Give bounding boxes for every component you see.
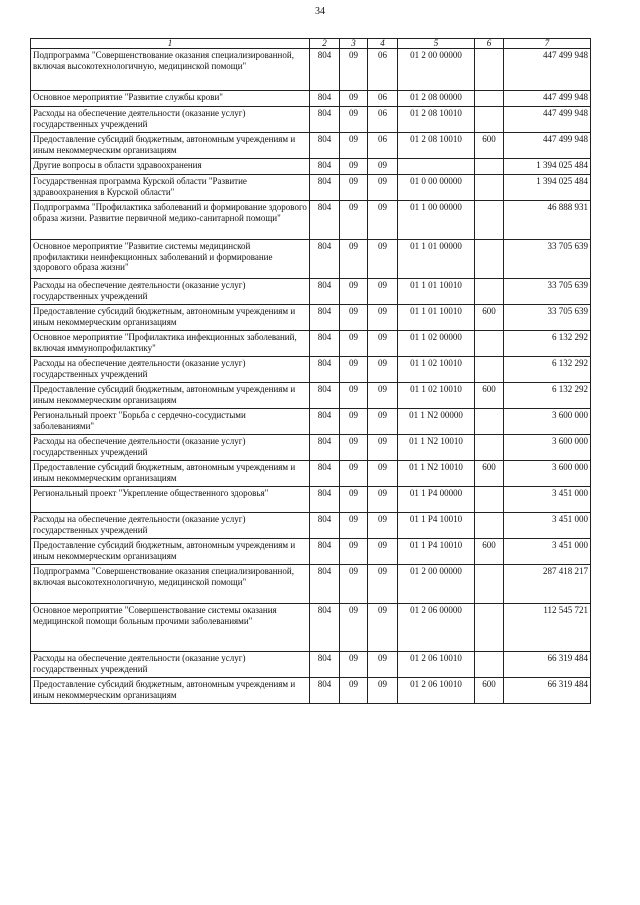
row-ministry-code: 804 [310, 487, 340, 513]
row-target-article: 01 2 08 10010 [398, 133, 475, 159]
row-section-code: 09 [340, 133, 368, 159]
row-name: Региональный проект "Борьба с сердечно-сосудистыми заболеваниями" [31, 409, 310, 435]
row-subsection-code: 06 [368, 91, 398, 107]
row-subsection-code: 09 [368, 159, 398, 175]
row-expense-type [475, 652, 504, 678]
row-expense-type [475, 604, 504, 652]
row-subsection-code: 09 [368, 201, 398, 240]
row-ministry-code: 804 [310, 133, 340, 159]
row-expense-type [475, 175, 504, 201]
row-ministry-code: 804 [310, 461, 340, 487]
row-amount: 6 132 292 [504, 383, 591, 409]
row-expense-type [475, 565, 504, 604]
row-subsection-code: 06 [368, 107, 398, 133]
row-target-article: 01 1 P4 10010 [398, 513, 475, 539]
row-subsection-code: 06 [368, 49, 398, 91]
row-target-article: 01 1 N2 10010 [398, 461, 475, 487]
row-target-article: 01 2 00 00000 [398, 49, 475, 91]
row-subsection-code: 06 [368, 133, 398, 159]
row-subsection-code: 09 [368, 487, 398, 513]
row-amount: 447 499 948 [504, 91, 591, 107]
row-section-code: 09 [340, 539, 368, 565]
row-ministry-code: 804 [310, 678, 340, 704]
row-ministry-code: 804 [310, 513, 340, 539]
row-section-code: 09 [340, 409, 368, 435]
table-row [31, 487, 591, 513]
row-ministry-code: 804 [310, 604, 340, 652]
page-number: 34 [315, 6, 325, 17]
row-section-code: 09 [340, 305, 368, 331]
column-number: 7 [504, 39, 591, 49]
row-section-code: 09 [340, 652, 368, 678]
row-target-article: 01 2 00 00000 [398, 565, 475, 604]
column-number: 1 [31, 39, 310, 49]
row-section-code: 09 [340, 357, 368, 383]
row-ministry-code: 804 [310, 159, 340, 175]
row-section-code: 09 [340, 49, 368, 91]
row-expense-type [475, 49, 504, 91]
row-subsection-code: 09 [368, 435, 398, 461]
row-expense-type: 600 [475, 133, 504, 159]
row-ministry-code: 804 [310, 107, 340, 133]
row-amount: 6 132 292 [504, 331, 591, 357]
row-amount: 33 705 639 [504, 305, 591, 331]
row-section-code: 09 [340, 107, 368, 133]
row-name: Расходы на обеспечение деятельности (оказание услуг) государственных учреждений [31, 357, 310, 383]
row-target-article: 01 2 06 10010 [398, 678, 475, 704]
row-subsection-code: 09 [368, 678, 398, 704]
row-target-article: 01 0 00 00000 [398, 175, 475, 201]
row-subsection-code: 09 [368, 331, 398, 357]
row-expense-type [475, 513, 504, 539]
row-target-article: 01 1 P4 00000 [398, 487, 475, 513]
row-section-code: 09 [340, 175, 368, 201]
table-row [31, 305, 591, 331]
table-row [31, 678, 591, 704]
row-section-code: 09 [340, 565, 368, 604]
row-name: Расходы на обеспечение деятельности (оказание услуг) государственных учреждений [31, 652, 310, 678]
row-subsection-code: 09 [368, 513, 398, 539]
row-name: Предоставление субсидий бюджетным, автономным учреждениям и иным некоммерческим организациям [31, 305, 310, 331]
row-target-article: 01 1 N2 00000 [398, 409, 475, 435]
row-name: Расходы на обеспечение деятельности (оказание услуг) государственных учреждений [31, 279, 310, 305]
row-amount: 33 705 639 [504, 240, 591, 279]
table-row [31, 159, 591, 175]
table-row [31, 240, 591, 279]
row-name: Подпрограмма "Совершенствование оказания специализированной, включая высокотехнологичную, медицинской помощи" [31, 49, 310, 91]
row-expense-type [475, 331, 504, 357]
row-name: Государственная программа Курской области "Развитие здравоохранения в Курской области" [31, 175, 310, 201]
row-ministry-code: 804 [310, 435, 340, 461]
row-section-code: 09 [340, 461, 368, 487]
table-row [31, 201, 591, 240]
column-number-row [31, 39, 591, 49]
row-expense-type [475, 201, 504, 240]
row-ministry-code: 804 [310, 49, 340, 91]
row-expense-type: 600 [475, 383, 504, 409]
row-target-article: 01 2 08 10010 [398, 107, 475, 133]
row-ministry-code: 804 [310, 240, 340, 279]
row-subsection-code: 09 [368, 175, 398, 201]
row-section-code: 09 [340, 201, 368, 240]
row-section-code: 09 [340, 513, 368, 539]
row-subsection-code: 09 [368, 383, 398, 409]
row-subsection-code: 09 [368, 565, 398, 604]
row-amount: 1 394 025 484 [504, 175, 591, 201]
row-amount: 33 705 639 [504, 279, 591, 305]
table-row [31, 604, 591, 652]
row-ministry-code: 804 [310, 539, 340, 565]
table-row [31, 91, 591, 107]
row-subsection-code: 09 [368, 357, 398, 383]
row-expense-type [475, 240, 504, 279]
row-name: Подпрограмма "Совершенствование оказания специализированной, включая высокотехнологичную, медицинской помощи" [31, 565, 310, 604]
row-ministry-code: 804 [310, 305, 340, 331]
table-row [31, 357, 591, 383]
row-subsection-code: 09 [368, 539, 398, 565]
row-target-article: 01 1 00 00000 [398, 201, 475, 240]
row-amount: 3 600 000 [504, 435, 591, 461]
row-expense-type [475, 279, 504, 305]
row-target-article: 01 1 02 00000 [398, 331, 475, 357]
row-expense-type [475, 107, 504, 133]
row-name: Основное мероприятие "Совершенствование системы оказания медицинской помощи больным прочими заболеваниями" [31, 604, 310, 652]
row-ministry-code: 804 [310, 279, 340, 305]
row-section-code: 09 [340, 487, 368, 513]
row-expense-type [475, 91, 504, 107]
row-subsection-code: 09 [368, 409, 398, 435]
row-name: Предоставление субсидий бюджетным, автономным учреждениям и иным некоммерческим организациям [31, 383, 310, 409]
row-expense-type: 600 [475, 461, 504, 487]
row-ministry-code: 804 [310, 331, 340, 357]
table-row [31, 107, 591, 133]
table-row [31, 539, 591, 565]
row-ministry-code: 804 [310, 652, 340, 678]
table-row [31, 133, 591, 159]
budget-table [30, 38, 591, 704]
row-subsection-code: 09 [368, 652, 398, 678]
row-name: Предоставление субсидий бюджетным, автономным учреждениям и иным некоммерческим организациям [31, 539, 310, 565]
column-number: 3 [340, 39, 368, 49]
row-name: Основное мероприятие "Развитие системы медицинской профилактики неинфекционных заболеваний и формирование здорового образа жизни" [31, 240, 310, 279]
row-ministry-code: 804 [310, 201, 340, 240]
table-row [31, 383, 591, 409]
table-row [31, 435, 591, 461]
table-row [31, 461, 591, 487]
row-name: Расходы на обеспечение деятельности (оказание услуг) государственных учреждений [31, 513, 310, 539]
row-ministry-code: 804 [310, 175, 340, 201]
row-section-code: 09 [340, 383, 368, 409]
row-expense-type: 600 [475, 678, 504, 704]
row-target-article: 01 2 08 00000 [398, 91, 475, 107]
row-amount: 3 451 000 [504, 513, 591, 539]
table-row [31, 409, 591, 435]
row-amount: 112 545 721 [504, 604, 591, 652]
row-expense-type [475, 409, 504, 435]
column-number: 2 [310, 39, 340, 49]
row-amount: 1 394 025 484 [504, 159, 591, 175]
column-number: 4 [368, 39, 398, 49]
row-amount: 447 499 948 [504, 133, 591, 159]
table-row [31, 565, 591, 604]
row-section-code: 09 [340, 91, 368, 107]
row-name: Основное мероприятие "Профилактика инфекционных заболеваний, включая иммунопрофилактику" [31, 331, 310, 357]
row-name: Предоставление субсидий бюджетным, автономным учреждениям и иным некоммерческим организациям [31, 678, 310, 704]
row-section-code: 09 [340, 435, 368, 461]
row-subsection-code: 09 [368, 604, 398, 652]
row-target-article: 01 1 01 10010 [398, 305, 475, 331]
row-target-article: 01 1 P4 10010 [398, 539, 475, 565]
row-amount: 46 888 931 [504, 201, 591, 240]
row-amount: 3 451 000 [504, 487, 591, 513]
row-section-code: 09 [340, 604, 368, 652]
row-amount: 447 499 948 [504, 107, 591, 133]
row-amount: 287 418 217 [504, 565, 591, 604]
row-expense-type: 600 [475, 539, 504, 565]
row-target-article: 01 1 01 00000 [398, 240, 475, 279]
row-name: Основное мероприятие "Развитие службы крови" [31, 91, 310, 107]
row-ministry-code: 804 [310, 565, 340, 604]
row-ministry-code: 804 [310, 383, 340, 409]
row-expense-type [475, 159, 504, 175]
row-target-article: 01 2 06 00000 [398, 604, 475, 652]
row-name: Региональный проект "Укрепление общественного здоровья" [31, 487, 310, 513]
row-section-code: 09 [340, 240, 368, 279]
row-section-code: 09 [340, 159, 368, 175]
column-number: 5 [398, 39, 475, 49]
row-target-article: 01 2 06 10010 [398, 652, 475, 678]
row-expense-type [475, 435, 504, 461]
row-ministry-code: 804 [310, 409, 340, 435]
row-subsection-code: 09 [368, 240, 398, 279]
table-row [31, 175, 591, 201]
table-row [31, 331, 591, 357]
row-ministry-code: 804 [310, 91, 340, 107]
row-target-article [398, 159, 475, 175]
table-row [31, 513, 591, 539]
table-row [31, 652, 591, 678]
row-name: Предоставление субсидий бюджетным, автономным учреждениям и иным некоммерческим организациям [31, 461, 310, 487]
row-amount: 3 600 000 [504, 409, 591, 435]
row-subsection-code: 09 [368, 279, 398, 305]
row-section-code: 09 [340, 279, 368, 305]
row-amount: 66 319 484 [504, 678, 591, 704]
row-name: Предоставление субсидий бюджетным, автономным учреждениям и иным некоммерческим организациям [31, 133, 310, 159]
row-expense-type [475, 487, 504, 513]
row-section-code: 09 [340, 331, 368, 357]
row-name: Подпрограмма "Профилактика заболеваний и формирование здорового образа жизни. Развитие первичной медико-санитарной помощи" [31, 201, 310, 240]
table-row [31, 49, 591, 91]
row-subsection-code: 09 [368, 305, 398, 331]
row-amount: 66 319 484 [504, 652, 591, 678]
row-expense-type [475, 357, 504, 383]
row-expense-type: 600 [475, 305, 504, 331]
row-amount: 3 451 000 [504, 539, 591, 565]
row-target-article: 01 1 02 10010 [398, 357, 475, 383]
row-amount: 447 499 948 [504, 49, 591, 91]
table-row [31, 279, 591, 305]
row-amount: 3 600 000 [504, 461, 591, 487]
row-name: Расходы на обеспечение деятельности (оказание услуг) государственных учреждений [31, 107, 310, 133]
column-number: 6 [475, 39, 504, 49]
row-target-article: 01 1 02 10010 [398, 383, 475, 409]
row-amount: 6 132 292 [504, 357, 591, 383]
row-subsection-code: 09 [368, 461, 398, 487]
row-name: Другие вопросы в области здравоохранения [31, 159, 310, 175]
row-target-article: 01 1 N2 10010 [398, 435, 475, 461]
row-name: Расходы на обеспечение деятельности (оказание услуг) государственных учреждений [31, 435, 310, 461]
row-target-article: 01 1 01 10010 [398, 279, 475, 305]
row-section-code: 09 [340, 678, 368, 704]
row-ministry-code: 804 [310, 357, 340, 383]
